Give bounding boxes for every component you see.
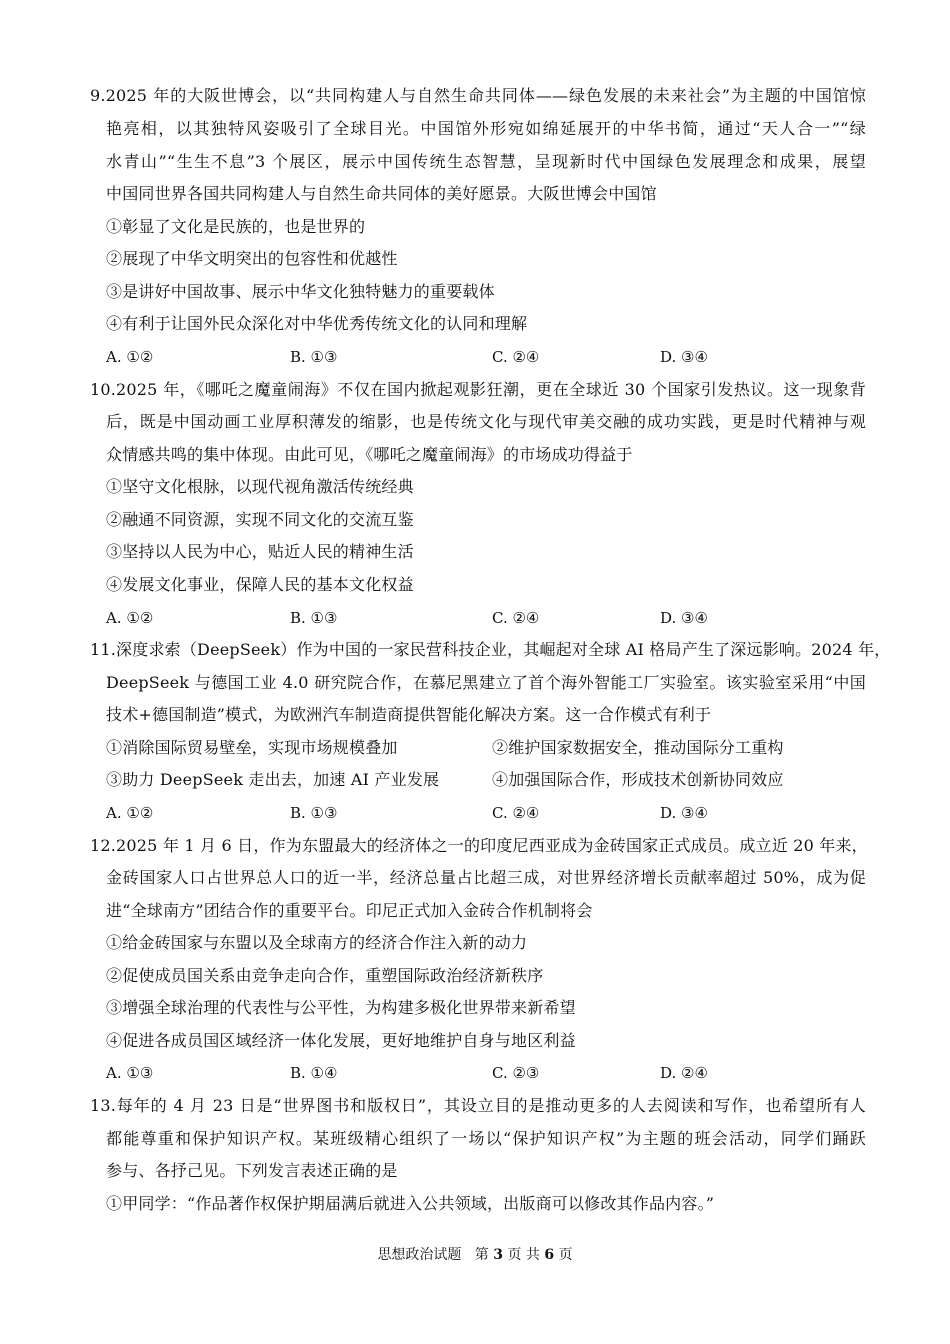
statement-item: ②融通不同资源，实现不同文化的交流互鉴 (106, 510, 414, 529)
question-text: 众情感共鸣的集中体现。由此可见，《哪吒之魔童闹海》的市场成功得益于 (106, 445, 633, 464)
statement-item: ②维护国家数据安全，推动国际分工重构 (492, 738, 784, 757)
option-c: C. ②④ (492, 348, 540, 366)
question-text: DeepSeek 与德国工业 4.0 研究院合作，在慕尼黑建立了首个海外智能工厂实验室。该实验室采用“中国 (106, 673, 866, 692)
statement-item: ①坚守文化根脉，以现代视角激活传统经典 (106, 477, 414, 496)
statement-item: ②促使成员国关系由竞争走向合作，重塑国际政治经济新秩序 (106, 966, 544, 985)
footer-total-pages: 6 (544, 1247, 555, 1263)
footer-gong: 共 (525, 1247, 540, 1263)
option-c: C. ②③ (492, 1064, 540, 1082)
question-text: 技术+德国制造”模式，为欧洲汽车制造商提供智能化解决方案。这一合作模式有利于 (106, 705, 712, 724)
option-b: B. ①③ (290, 348, 338, 366)
statement-item: ③是讲好中国故事、展示中华文化独特魅力的重要载体 (106, 282, 495, 301)
statement-item: ④发展文化事业，保障人民的基本文化权益 (106, 575, 414, 594)
footer-ye: 页 (507, 1247, 522, 1263)
option-b: B. ①③ (290, 804, 338, 822)
statement-item: ③坚持以人民为中心，贴近人民的精神生活 (106, 542, 414, 561)
option-a: A. ①② (106, 609, 154, 627)
statement-item: ③助力 DeepSeek 走出去，加速 AI 产业发展 (106, 770, 440, 789)
footer-di: 第 (474, 1247, 489, 1263)
footer-page-number: 3 (493, 1247, 503, 1263)
option-a: A. ①③ (106, 1064, 154, 1082)
footer-ye2: 页 (558, 1247, 573, 1263)
statement-item: ④加强国际合作，形成技术创新协同效应 (492, 770, 784, 789)
footer-subject: 思想政治试题 (377, 1247, 462, 1263)
statement-item: ④促进各成员国区域经济一体化发展，更好地维护自身与地区利益 (106, 1031, 576, 1050)
question-text: 金砖国家人口占世界总人口的近一半，经济总量占比超三成，对世界经济增长贡献率超过 50%，成为促 (106, 868, 866, 887)
statement-item: ①甲同学：“作品著作权保护期届满后就进入公共领域，出版商可以修改其作品内容。” (106, 1194, 715, 1213)
statement-item: ③增强全球治理的代表性与公平性，为构建多极化世界带来新希望 (106, 998, 576, 1017)
option-b: B. ①③ (290, 609, 338, 627)
statement-item: ①消除国际贸易壁垒，实现市场规模叠加 (106, 738, 398, 757)
statement-item: ②展现了中华文明突出的包容性和优越性 (106, 249, 398, 268)
statement-item: ①彰显了文化是民族的，也是世界的 (106, 217, 366, 236)
option-d: D. ②④ (660, 1064, 708, 1082)
question-text: 后，既是中国动画工业厚积薄发的缩影，也是传统文化与现代审美交融的成功实践，更是时代精神与观 (106, 412, 866, 431)
question-text: 进“全球南方”团结合作的重要平台。印尼正式加入金砖合作机制将会 (106, 901, 593, 920)
option-a: A. ①② (106, 804, 154, 822)
option-b: B. ①④ (290, 1064, 338, 1082)
question-text: 水青山”“生生不息”3 个展区，展示中国传统生态智慧，呈现新时代中国绿色发展理念和成果，展望 (106, 152, 866, 171)
option-a: A. ①② (106, 348, 154, 366)
question-text: 12.2025 年 1 月 6 日，作为东盟最大的经济体之一的印度尼西亚成为金砖国家正式成员。成立近 20 年来， (90, 836, 868, 855)
option-d: D. ③④ (660, 348, 708, 366)
option-d: D. ③④ (660, 804, 708, 822)
question-text: 11.深度求索（DeepSeek）作为中国的一家民营科技企业，其崛起对全球 AI 格局产生了深远影响。2024 年， (90, 640, 891, 659)
question-text: 9.2025 年的大阪世博会，以“共同构建人与自然生命共同体——绿色发展的未来社会”为主题的中国馆惊 (90, 86, 866, 105)
question-text: 艳亮相，以其独特风姿吸引了全球目光。中国馆外形宛如绵延展开的中华书简，通过“天人合一”“绿 (106, 119, 866, 138)
page-footer (0, 1245, 950, 1265)
option-c: C. ②④ (492, 804, 540, 822)
question-text: 中国同世界各国共同构建人与自然生命共同体的美好愿景。大阪世博会中国馆 (106, 184, 657, 203)
question-text: 都能尊重和保护知识产权。某班级精心组织了一场以“保护知识产权”为主题的班会活动，同学们踊跃 (106, 1129, 866, 1148)
option-c: C. ②④ (492, 609, 540, 627)
option-d: D. ③④ (660, 609, 708, 627)
question-text: 13.每年的 4 月 23 日是“世界图书和版权日”，其设立目的是推动更多的人去阅读和写作，也希望所有人 (90, 1096, 866, 1115)
question-text: 参与、各抒己见。下列发言表述正确的是 (106, 1161, 398, 1180)
question-text: 10.2025 年，《哪吒之魔童闹海》不仅在国内掀起观影狂潮，更在全球近 30 个国家引发热议。这一现象背 (90, 380, 866, 399)
statement-item: ①给金砖国家与东盟以及全球南方的经济合作注入新的动力 (106, 933, 528, 952)
statement-item: ④有利于让国外民众深化对中华优秀传统文化的认同和理解 (106, 314, 528, 333)
